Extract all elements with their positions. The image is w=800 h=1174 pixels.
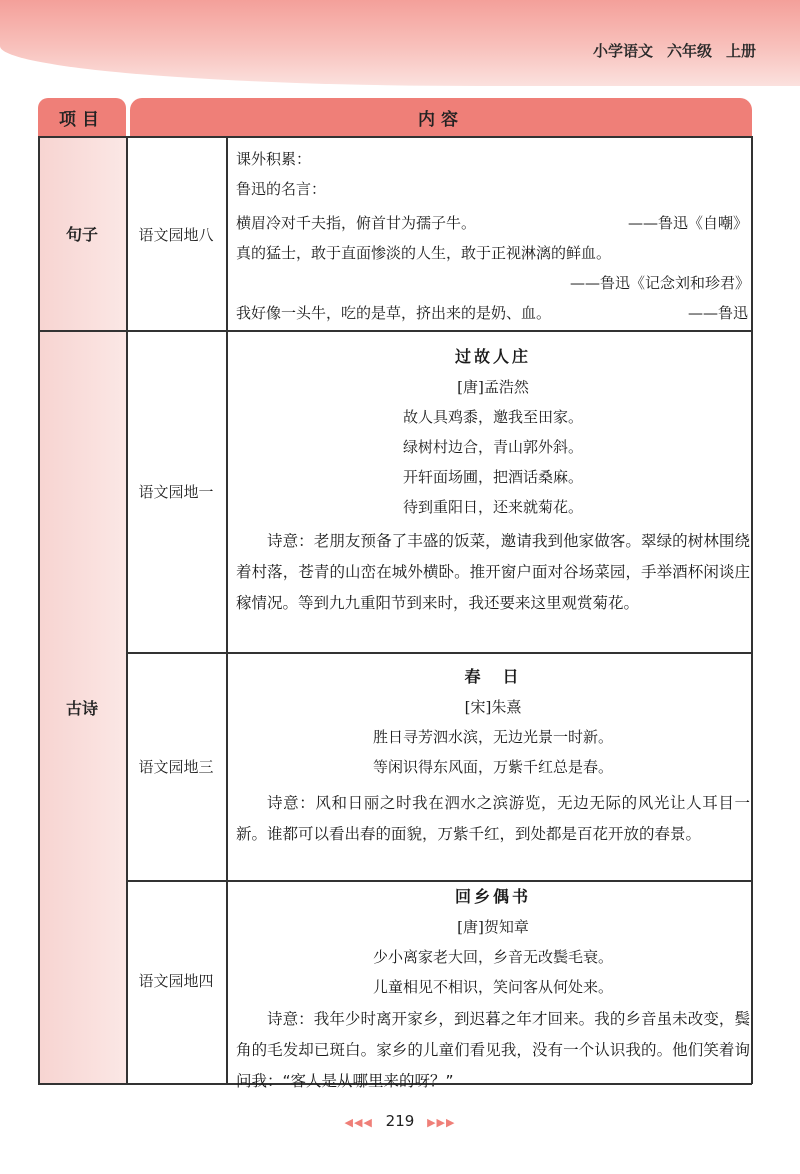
table-border-left (38, 136, 40, 1084)
sentence-heading: 课外积累： (236, 150, 312, 168)
poem-line: 胜日寻芳泗水滨，无边光景一时新。 (372, 728, 613, 746)
quote-1: 横眉冷对千夫指，俯首甘为孺子牛。 (236, 214, 477, 232)
quote-3-source: ——鲁迅 (687, 304, 748, 322)
sentence-subheading: 鲁迅的名言： (236, 180, 327, 198)
table-border-right (751, 136, 753, 1084)
quote-line (236, 299, 750, 327)
quote-1-source: ——鲁迅《自嘲》 (627, 214, 748, 232)
column-header-content: 内容 (130, 98, 752, 136)
divider-project (126, 136, 128, 1084)
poem-line: 儿童相见不相识，笑问客从何处来。 (372, 978, 613, 996)
poem-author: [唐]孟浩然 (457, 378, 529, 396)
category-sentence: 句子 (65, 225, 98, 244)
header-volume: 上册 (725, 42, 756, 60)
poem-line: 待到重阳日，还来就菊花。 (402, 498, 583, 516)
row-divider-2 (126, 652, 752, 654)
category-poem: 古诗 (65, 699, 98, 718)
project-column (38, 136, 126, 1084)
poem-line: 等闲识得东风面，万紫千红总是春。 (372, 758, 613, 776)
poem-title: 春 日 (464, 667, 522, 686)
poem1-content (236, 342, 750, 619)
location-poem1: 语文园地一 (138, 483, 214, 501)
column-header-project: 项目 (38, 98, 126, 136)
poem-line: 故人具鸡黍，邀我至田家。 (402, 408, 583, 426)
quote-3: 我好像一头牛，吃的是草，挤出来的是奶、血。 (236, 304, 552, 322)
poem-author: [唐]贺知章 (457, 918, 529, 936)
row-divider-1 (38, 330, 752, 332)
quote-2: 真的猛士，敢于直面惨淡的人生，敢于正视淋漓的鲜血。 (236, 244, 612, 262)
quote-line (236, 209, 750, 237)
header-subject: 小学语文 (592, 42, 653, 60)
divider-location (226, 136, 228, 1084)
poem-meaning: 诗意：老朋友预备了丰盛的饭菜，邀请我到他家做客。翠绿的树林围绕着村落，苍青的山峦在城外横卧。推开窗户面对谷场菜园，手举酒杯闲谈庄稼情况。等到九九重阳节到来时，我还要来这里观赏菊花。 (236, 532, 750, 612)
poem3-content (236, 882, 750, 1097)
table-border-top (38, 136, 752, 138)
poem-line: 开轩面场圃，把酒话桑麻。 (402, 468, 583, 486)
page-footer (0, 1112, 800, 1130)
location-poem3: 语文园地四 (138, 972, 214, 990)
poem-line: 少小离家老大回，乡音无改鬓毛衰。 (372, 948, 613, 966)
page-number: 219 (385, 1112, 415, 1130)
poem-meaning: 诗意：风和日丽之时我在泗水之滨游览，无边无际的风光让人耳目一新。谁都可以看出春的面貌，万紫千红，到处都是百花开放的春景。 (236, 794, 750, 843)
left-arrows-icon: ◀◀◀ (344, 1116, 373, 1129)
poem-meaning: 诗意：我年少时离开家乡，到迟暮之年才回来。我的乡音虽未改变，鬓角的毛发却已斑白。家乡的儿童们看见我，没有一个认识我的。他们笑着询问我：“客人是从哪里来的呀？” (236, 1010, 750, 1090)
poem-title: 回乡偶书 (454, 887, 531, 906)
location-poem2: 语文园地三 (138, 758, 214, 776)
sentence-content (236, 145, 750, 327)
poem-title: 过故人庄 (454, 347, 531, 366)
right-arrows-icon: ▶▶▶ (427, 1116, 456, 1129)
header-grade: 六年级 (666, 42, 712, 60)
quote-2-source: ——鲁迅《记念刘和珍君》 (569, 274, 750, 292)
poem2-content (236, 662, 750, 850)
poem-line: 绿树村边合，青山郭外斜。 (402, 438, 583, 456)
poem-author: [宋]朱熹 (464, 698, 522, 716)
location-sentence: 语文园地八 (138, 226, 214, 244)
book-header (593, 40, 756, 61)
